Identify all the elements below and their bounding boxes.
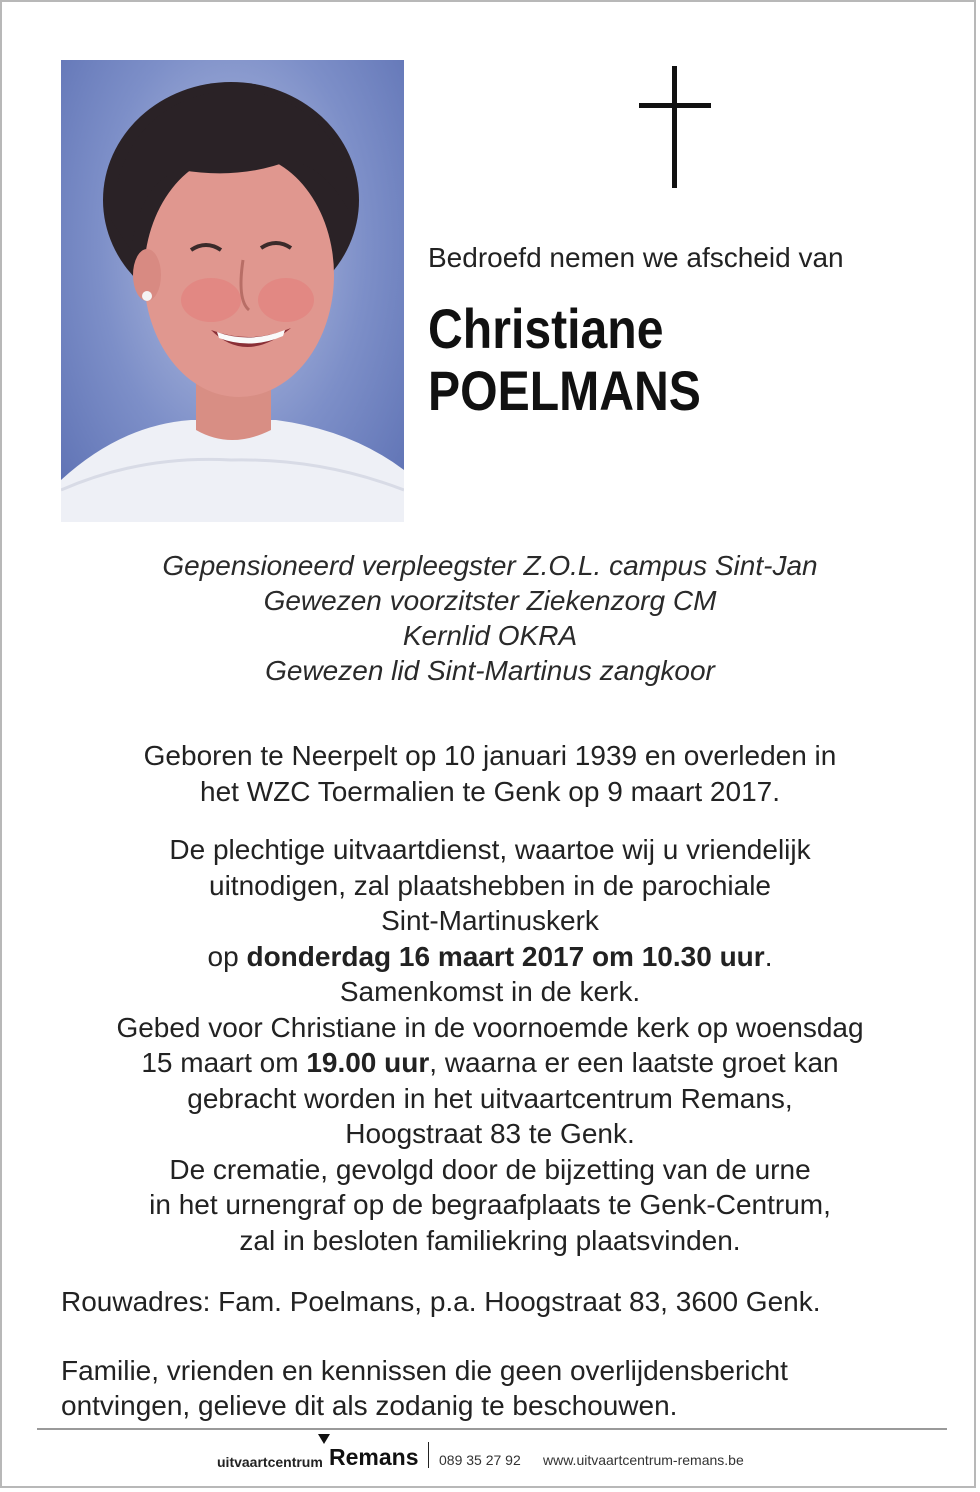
role-line: Kernlid OKRA bbox=[402, 620, 578, 651]
footer-brand-small: uitvaartcentrum bbox=[217, 1454, 323, 1470]
service-date-line bbox=[2, 939, 978, 975]
cross-icon bbox=[639, 66, 711, 188]
intro-text: Bedroefd nemen we afscheid van bbox=[428, 242, 844, 273]
footer-separator bbox=[428, 1442, 429, 1468]
footer-website-link[interactable]: www.uitvaartcentrum-remans.be bbox=[543, 1452, 744, 1468]
text-line: zal in besloten familiekring plaatsvinden. bbox=[239, 1224, 741, 1256]
text-line: uitnodigen, zal plaatshebben in de parochiale bbox=[209, 869, 771, 901]
roles-list bbox=[2, 548, 978, 688]
text-line: Familie, vrienden en kennissen die geen overlijdensbericht bbox=[61, 1355, 788, 1386]
footer-divider bbox=[37, 1428, 947, 1430]
text-line: Hoogstraat 83 te Genk. bbox=[345, 1118, 635, 1149]
text-line: ontvingen, gelieve dit als zodanig te beschouwen. bbox=[61, 1390, 678, 1421]
text-line: Samenkomst in de kerk. bbox=[339, 976, 641, 1007]
text-line: Gebed voor Christiane in de voornoemde kerk op woensdag bbox=[116, 1011, 864, 1043]
text-line: Sint-Martinuskerk bbox=[381, 905, 599, 936]
text-line: De plechtige uitvaartdienst, waartoe wij u vriendelijk bbox=[169, 834, 811, 865]
footer bbox=[2, 1442, 978, 1482]
role-line: Gewezen lid Sint-Martinus zangkoor bbox=[265, 655, 715, 686]
text-span: , waarna er een laatste groet kan bbox=[429, 1047, 839, 1078]
deceased-name bbox=[428, 298, 701, 422]
text-span: op bbox=[207, 940, 247, 972]
text-span: 15 maart om bbox=[141, 1047, 307, 1078]
funeral-service-paragraph bbox=[2, 832, 978, 1258]
birth-death-paragraph bbox=[2, 738, 978, 809]
first-name: Christiane bbox=[428, 297, 664, 360]
text-line: in het urnengraf op de begraafplaats te Genk-Centrum, bbox=[149, 1189, 831, 1220]
text-line: gebracht worden in het uitvaartcentrum Remans, bbox=[187, 1082, 793, 1114]
footer-phone: 089 35 27 92 bbox=[439, 1452, 521, 1468]
text-line: Geboren te Neerpelt op 10 januari 1939 en overleden in bbox=[143, 740, 837, 771]
prayer-time-line bbox=[2, 1045, 978, 1081]
role-line: Gewezen voorzitster Ziekenzorg CM bbox=[263, 585, 717, 616]
prayer-time: 19.00 uur bbox=[306, 1047, 430, 1078]
mourning-address: Rouwadres: Fam. Poelmans, p.a. Hoogstraat 83, 3600 Genk. bbox=[61, 1286, 821, 1317]
text-line: De crematie, gevolgd door de bijzetting van de urne bbox=[169, 1153, 811, 1185]
service-date: donderdag 16 maart 2017 om 10.30 uur bbox=[246, 940, 765, 972]
triangle-icon bbox=[318, 1434, 330, 1444]
text-span: . bbox=[764, 940, 773, 972]
footer-brand-name: Remans bbox=[329, 1444, 419, 1470]
role-line: Gepensioneerd verpleegster Z.O.L. campus Sint-Jan bbox=[162, 550, 818, 581]
family-notice bbox=[61, 1353, 788, 1423]
text-line: het WZC Toermalien te Genk op 9 maart 2017. bbox=[200, 775, 780, 807]
portrait-photo bbox=[61, 60, 404, 522]
last-name: POELMANS bbox=[428, 359, 701, 422]
